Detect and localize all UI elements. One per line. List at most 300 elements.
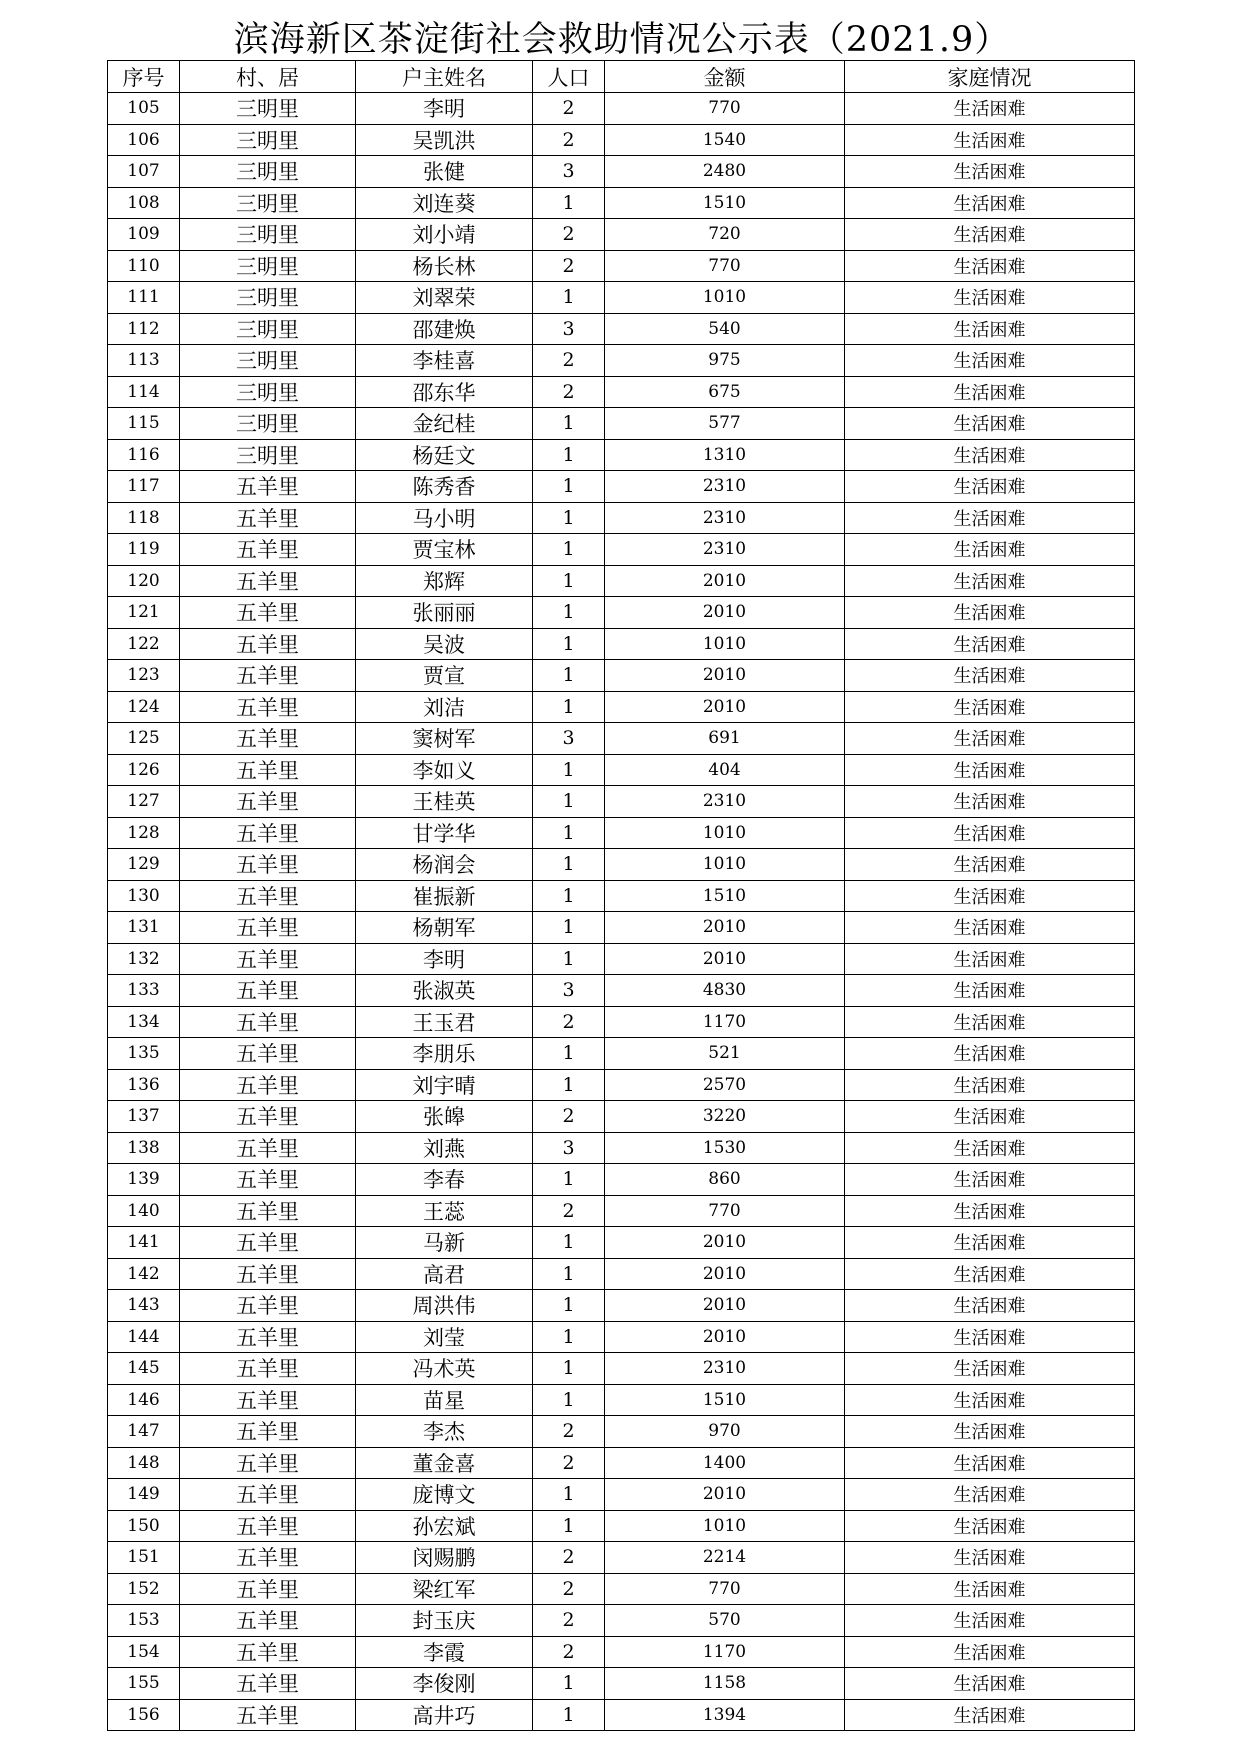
cell-village: 三明里	[180, 345, 356, 377]
cell-serial-no: 110	[108, 250, 180, 282]
cell-householder-name: 王桂英	[356, 786, 533, 818]
cell-family-situation: 生活困难	[845, 660, 1135, 692]
cell-serial-no: 120	[108, 565, 180, 597]
cell-population: 1	[533, 849, 605, 881]
table-row	[108, 754, 1135, 786]
cell-householder-name: 李如义	[356, 754, 533, 786]
cell-householder-name: 邵东华	[356, 376, 533, 408]
cell-amount: 1400	[605, 1447, 845, 1479]
cell-village: 三明里	[180, 250, 356, 282]
table-row	[108, 1542, 1135, 1574]
cell-serial-no: 126	[108, 754, 180, 786]
cell-amount: 404	[605, 754, 845, 786]
cell-amount: 2310	[605, 534, 845, 566]
cell-serial-no: 145	[108, 1353, 180, 1385]
cell-householder-name: 甘学华	[356, 817, 533, 849]
cell-village: 五羊里	[180, 786, 356, 818]
cell-population: 2	[533, 250, 605, 282]
page-title: 滨海新区茶淀街社会救助情况公示表（2021.9）	[233, 20, 1011, 60]
cell-village: 五羊里	[180, 628, 356, 660]
cell-amount: 1158	[605, 1668, 845, 1700]
cell-householder-name: 李明	[356, 943, 533, 975]
cell-population: 1	[533, 408, 605, 440]
cell-amount: 2010	[605, 1321, 845, 1353]
cell-householder-name: 刘小靖	[356, 219, 533, 251]
cell-population: 2	[533, 124, 605, 156]
cell-population: 3	[533, 156, 605, 188]
cell-amount: 720	[605, 219, 845, 251]
cell-serial-no: 105	[108, 93, 180, 125]
table-row	[108, 817, 1135, 849]
cell-householder-name: 冯术英	[356, 1353, 533, 1385]
cell-family-situation: 生活困难	[845, 1164, 1135, 1196]
cell-serial-no: 150	[108, 1510, 180, 1542]
cell-village: 五羊里	[180, 723, 356, 755]
cell-serial-no: 123	[108, 660, 180, 692]
cell-village: 五羊里	[180, 1542, 356, 1574]
cell-family-situation: 生活困难	[845, 943, 1135, 975]
table-row	[108, 880, 1135, 912]
table-row	[108, 1636, 1135, 1668]
table-row	[108, 124, 1135, 156]
cell-family-situation: 生活困难	[845, 1605, 1135, 1637]
cell-village: 五羊里	[180, 471, 356, 503]
cell-serial-no: 151	[108, 1542, 180, 1574]
cell-householder-name: 李俊刚	[356, 1668, 533, 1700]
cell-family-situation: 生活困难	[845, 282, 1135, 314]
cell-amount: 1010	[605, 1510, 845, 1542]
cell-family-situation: 生活困难	[845, 1479, 1135, 1511]
cell-amount: 770	[605, 93, 845, 125]
header-village: 村、居	[180, 61, 356, 93]
cell-population: 1	[533, 1699, 605, 1731]
cell-family-situation: 生活困难	[845, 1699, 1135, 1731]
cell-serial-no: 127	[108, 786, 180, 818]
cell-village: 五羊里	[180, 1006, 356, 1038]
cell-family-situation: 生活困难	[845, 1038, 1135, 1070]
table-row	[108, 376, 1135, 408]
cell-amount: 1540	[605, 124, 845, 156]
table-row	[108, 1321, 1135, 1353]
cell-population: 3	[533, 313, 605, 345]
cell-family-situation: 生活困难	[845, 628, 1135, 660]
cell-serial-no: 155	[108, 1668, 180, 1700]
cell-householder-name: 杨廷文	[356, 439, 533, 471]
cell-population: 1	[533, 817, 605, 849]
cell-village: 三明里	[180, 313, 356, 345]
cell-village: 五羊里	[180, 1101, 356, 1133]
cell-village: 五羊里	[180, 1195, 356, 1227]
cell-village: 三明里	[180, 439, 356, 471]
table-row	[108, 408, 1135, 440]
cell-householder-name: 贾宝林	[356, 534, 533, 566]
cell-serial-no: 144	[108, 1321, 180, 1353]
cell-family-situation: 生活困难	[845, 1353, 1135, 1385]
cell-amount: 970	[605, 1416, 845, 1448]
cell-family-situation: 生活困难	[845, 1195, 1135, 1227]
cell-householder-name: 封玉庆	[356, 1605, 533, 1637]
table-row	[108, 1573, 1135, 1605]
cell-village: 三明里	[180, 282, 356, 314]
cell-householder-name: 孙宏斌	[356, 1510, 533, 1542]
cell-householder-name: 杨长林	[356, 250, 533, 282]
cell-village: 三明里	[180, 124, 356, 156]
cell-householder-name: 王蕊	[356, 1195, 533, 1227]
table-row	[108, 1290, 1135, 1322]
cell-amount: 2010	[605, 1479, 845, 1511]
cell-householder-name: 李朋乐	[356, 1038, 533, 1070]
table-row	[108, 156, 1135, 188]
table-row	[108, 1195, 1135, 1227]
table-body	[108, 93, 1135, 1731]
cell-family-situation: 生活困难	[845, 156, 1135, 188]
table-row	[108, 471, 1135, 503]
cell-serial-no: 124	[108, 691, 180, 723]
cell-serial-no: 119	[108, 534, 180, 566]
cell-householder-name: 张淑英	[356, 975, 533, 1007]
cell-serial-no: 107	[108, 156, 180, 188]
cell-family-situation: 生活困难	[845, 250, 1135, 282]
cell-family-situation: 生活困难	[845, 471, 1135, 503]
table-row	[108, 660, 1135, 692]
cell-family-situation: 生活困难	[845, 975, 1135, 1007]
cell-village: 五羊里	[180, 1416, 356, 1448]
cell-family-situation: 生活困难	[845, 1101, 1135, 1133]
table-row	[108, 849, 1135, 881]
cell-serial-no: 111	[108, 282, 180, 314]
cell-serial-no: 128	[108, 817, 180, 849]
cell-family-situation: 生活困难	[845, 817, 1135, 849]
cell-serial-no: 153	[108, 1605, 180, 1637]
cell-amount: 3220	[605, 1101, 845, 1133]
cell-householder-name: 杨朝军	[356, 912, 533, 944]
cell-family-situation: 生活困难	[845, 880, 1135, 912]
relief-table	[107, 60, 1135, 1731]
cell-village: 五羊里	[180, 1069, 356, 1101]
cell-amount: 521	[605, 1038, 845, 1070]
cell-serial-no: 139	[108, 1164, 180, 1196]
cell-serial-no: 140	[108, 1195, 180, 1227]
table-row	[108, 250, 1135, 282]
cell-population: 1	[533, 691, 605, 723]
cell-village: 五羊里	[180, 691, 356, 723]
cell-population: 1	[533, 1321, 605, 1353]
cell-population: 1	[533, 1384, 605, 1416]
cell-householder-name: 张皞	[356, 1101, 533, 1133]
header-population: 人口	[533, 61, 605, 93]
table-row	[108, 565, 1135, 597]
cell-family-situation: 生活困难	[845, 1573, 1135, 1605]
cell-village: 五羊里	[180, 1227, 356, 1259]
cell-serial-no: 143	[108, 1290, 180, 1322]
cell-population: 1	[533, 1290, 605, 1322]
cell-family-situation: 生活困难	[845, 93, 1135, 125]
cell-village: 五羊里	[180, 660, 356, 692]
cell-serial-no: 131	[108, 912, 180, 944]
cell-serial-no: 122	[108, 628, 180, 660]
cell-serial-no: 130	[108, 880, 180, 912]
cell-amount: 2010	[605, 912, 845, 944]
cell-serial-no: 137	[108, 1101, 180, 1133]
table-row	[108, 597, 1135, 629]
cell-family-situation: 生活困难	[845, 1542, 1135, 1574]
cell-village: 五羊里	[180, 1164, 356, 1196]
header-amount: 金额	[605, 61, 845, 93]
cell-amount: 2010	[605, 943, 845, 975]
cell-householder-name: 陈秀香	[356, 471, 533, 503]
table-row	[108, 691, 1135, 723]
table-row	[108, 1132, 1135, 1164]
cell-village: 三明里	[180, 376, 356, 408]
cell-amount: 860	[605, 1164, 845, 1196]
cell-serial-no: 113	[108, 345, 180, 377]
cell-family-situation: 生活困难	[845, 187, 1135, 219]
cell-amount: 675	[605, 376, 845, 408]
cell-amount: 1310	[605, 439, 845, 471]
cell-family-situation: 生活困难	[845, 1290, 1135, 1322]
cell-village: 五羊里	[180, 1479, 356, 1511]
table-row	[108, 345, 1135, 377]
table-row	[108, 1101, 1135, 1133]
cell-family-situation: 生活困难	[845, 1258, 1135, 1290]
cell-serial-no: 149	[108, 1479, 180, 1511]
table-row	[108, 1605, 1135, 1637]
cell-amount: 770	[605, 250, 845, 282]
cell-family-situation: 生活困难	[845, 786, 1135, 818]
table-row	[108, 534, 1135, 566]
cell-amount: 1394	[605, 1699, 845, 1731]
cell-family-situation: 生活困难	[845, 1227, 1135, 1259]
cell-amount: 577	[605, 408, 845, 440]
cell-population: 1	[533, 187, 605, 219]
cell-family-situation: 生活困难	[845, 124, 1135, 156]
cell-serial-no: 114	[108, 376, 180, 408]
table-row	[108, 943, 1135, 975]
cell-village: 三明里	[180, 219, 356, 251]
cell-householder-name: 董金喜	[356, 1447, 533, 1479]
header-serial-no: 序号	[108, 61, 180, 93]
cell-householder-name: 崔振新	[356, 880, 533, 912]
cell-amount: 2010	[605, 565, 845, 597]
table-row	[108, 975, 1135, 1007]
cell-population: 3	[533, 723, 605, 755]
table-row	[108, 723, 1135, 755]
cell-population: 1	[533, 628, 605, 660]
cell-population: 2	[533, 376, 605, 408]
cell-serial-no: 135	[108, 1038, 180, 1070]
cell-village: 五羊里	[180, 1132, 356, 1164]
cell-amount: 1010	[605, 817, 845, 849]
cell-population: 1	[533, 1668, 605, 1700]
cell-population: 1	[533, 754, 605, 786]
cell-village: 三明里	[180, 408, 356, 440]
cell-family-situation: 生活困难	[845, 534, 1135, 566]
cell-family-situation: 生活困难	[845, 723, 1135, 755]
cell-village: 五羊里	[180, 754, 356, 786]
cell-amount: 2310	[605, 471, 845, 503]
cell-amount: 2214	[605, 1542, 845, 1574]
cell-population: 2	[533, 1636, 605, 1668]
cell-amount: 2010	[605, 597, 845, 629]
cell-serial-no: 112	[108, 313, 180, 345]
cell-family-situation: 生活困难	[845, 439, 1135, 471]
table-row	[108, 1353, 1135, 1385]
cell-population: 2	[533, 1416, 605, 1448]
table-row	[108, 1384, 1135, 1416]
table-row	[108, 1668, 1135, 1700]
cell-householder-name: 刘翠荣	[356, 282, 533, 314]
cell-family-situation: 生活困难	[845, 1447, 1135, 1479]
table-row	[108, 313, 1135, 345]
cell-family-situation: 生活困难	[845, 1321, 1135, 1353]
cell-population: 1	[533, 1069, 605, 1101]
cell-serial-no: 146	[108, 1384, 180, 1416]
cell-amount: 1170	[605, 1006, 845, 1038]
cell-householder-name: 刘宇晴	[356, 1069, 533, 1101]
cell-amount: 2010	[605, 1227, 845, 1259]
cell-householder-name: 窦树军	[356, 723, 533, 755]
table-row	[108, 1447, 1135, 1479]
table-row	[108, 1479, 1135, 1511]
cell-population: 2	[533, 219, 605, 251]
cell-family-situation: 生活困难	[845, 408, 1135, 440]
cell-population: 2	[533, 1101, 605, 1133]
cell-population: 1	[533, 943, 605, 975]
cell-serial-no: 109	[108, 219, 180, 251]
table-row	[108, 1006, 1135, 1038]
cell-village: 五羊里	[180, 1510, 356, 1542]
cell-serial-no: 108	[108, 187, 180, 219]
cell-village: 五羊里	[180, 1258, 356, 1290]
cell-amount: 770	[605, 1195, 845, 1227]
cell-householder-name: 李霞	[356, 1636, 533, 1668]
table-row	[108, 502, 1135, 534]
cell-householder-name: 马小明	[356, 502, 533, 534]
cell-householder-name: 刘洁	[356, 691, 533, 723]
cell-population: 2	[533, 1573, 605, 1605]
cell-population: 1	[533, 534, 605, 566]
cell-amount: 2010	[605, 1258, 845, 1290]
cell-serial-no: 121	[108, 597, 180, 629]
cell-amount: 2010	[605, 1290, 845, 1322]
cell-population: 3	[533, 975, 605, 1007]
cell-population: 1	[533, 1038, 605, 1070]
cell-householder-name: 吴凯洪	[356, 124, 533, 156]
cell-amount: 1010	[605, 628, 845, 660]
cell-householder-name: 李杰	[356, 1416, 533, 1448]
cell-family-situation: 生活困难	[845, 1384, 1135, 1416]
cell-householder-name: 郑辉	[356, 565, 533, 597]
cell-village: 五羊里	[180, 880, 356, 912]
cell-householder-name: 李春	[356, 1164, 533, 1196]
cell-village: 五羊里	[180, 1290, 356, 1322]
cell-householder-name: 刘莹	[356, 1321, 533, 1353]
cell-amount: 1170	[605, 1636, 845, 1668]
cell-householder-name: 金纪桂	[356, 408, 533, 440]
cell-village: 五羊里	[180, 1038, 356, 1070]
cell-amount: 2010	[605, 660, 845, 692]
cell-amount: 1510	[605, 1384, 845, 1416]
table-row	[108, 1258, 1135, 1290]
cell-serial-no: 142	[108, 1258, 180, 1290]
cell-village: 五羊里	[180, 975, 356, 1007]
cell-amount: 4830	[605, 975, 845, 1007]
cell-population: 1	[533, 1479, 605, 1511]
cell-serial-no: 156	[108, 1699, 180, 1731]
cell-population: 1	[533, 1227, 605, 1259]
cell-village: 五羊里	[180, 534, 356, 566]
cell-amount: 770	[605, 1573, 845, 1605]
table-row	[108, 1038, 1135, 1070]
cell-serial-no: 132	[108, 943, 180, 975]
cell-householder-name: 苗星	[356, 1384, 533, 1416]
cell-population: 1	[533, 660, 605, 692]
cell-serial-no: 129	[108, 849, 180, 881]
cell-village: 五羊里	[180, 1353, 356, 1385]
table-row	[108, 1416, 1135, 1448]
cell-village: 五羊里	[180, 943, 356, 975]
cell-family-situation: 生活困难	[845, 691, 1135, 723]
cell-family-situation: 生活困难	[845, 1416, 1135, 1448]
cell-amount: 540	[605, 313, 845, 345]
cell-householder-name: 高井巧	[356, 1699, 533, 1731]
cell-amount: 1510	[605, 880, 845, 912]
table-row	[108, 93, 1135, 125]
cell-householder-name: 马新	[356, 1227, 533, 1259]
table-row	[108, 219, 1135, 251]
table-row	[108, 439, 1135, 471]
cell-family-situation: 生活困难	[845, 1069, 1135, 1101]
cell-population: 1	[533, 282, 605, 314]
cell-village: 三明里	[180, 93, 356, 125]
table-row	[108, 628, 1135, 660]
cell-population: 1	[533, 565, 605, 597]
table-row	[108, 1164, 1135, 1196]
cell-population: 2	[533, 93, 605, 125]
cell-serial-no: 125	[108, 723, 180, 755]
cell-population: 2	[533, 1542, 605, 1574]
cell-population: 1	[533, 597, 605, 629]
cell-village: 五羊里	[180, 1668, 356, 1700]
cell-family-situation: 生活困难	[845, 376, 1135, 408]
cell-family-situation: 生活困难	[845, 219, 1135, 251]
cell-population: 1	[533, 439, 605, 471]
cell-village: 五羊里	[180, 912, 356, 944]
table-row	[108, 786, 1135, 818]
cell-population: 2	[533, 1006, 605, 1038]
cell-householder-name: 杨润会	[356, 849, 533, 881]
header-householder-name: 户主姓名	[356, 61, 533, 93]
cell-family-situation: 生活困难	[845, 565, 1135, 597]
cell-amount: 2010	[605, 691, 845, 723]
cell-householder-name: 周洪伟	[356, 1290, 533, 1322]
cell-householder-name: 闵赐鹏	[356, 1542, 533, 1574]
table-header-row	[108, 61, 1135, 93]
cell-serial-no: 133	[108, 975, 180, 1007]
cell-family-situation: 生活困难	[845, 912, 1135, 944]
cell-village: 五羊里	[180, 1605, 356, 1637]
cell-village: 五羊里	[180, 1573, 356, 1605]
cell-householder-name: 梁红军	[356, 1573, 533, 1605]
cell-householder-name: 庞博文	[356, 1479, 533, 1511]
cell-householder-name: 李桂喜	[356, 345, 533, 377]
cell-family-situation: 生活困难	[845, 1006, 1135, 1038]
cell-village: 五羊里	[180, 565, 356, 597]
cell-population: 2	[533, 1195, 605, 1227]
cell-family-situation: 生活困难	[845, 1132, 1135, 1164]
cell-amount: 1510	[605, 187, 845, 219]
cell-serial-no: 136	[108, 1069, 180, 1101]
